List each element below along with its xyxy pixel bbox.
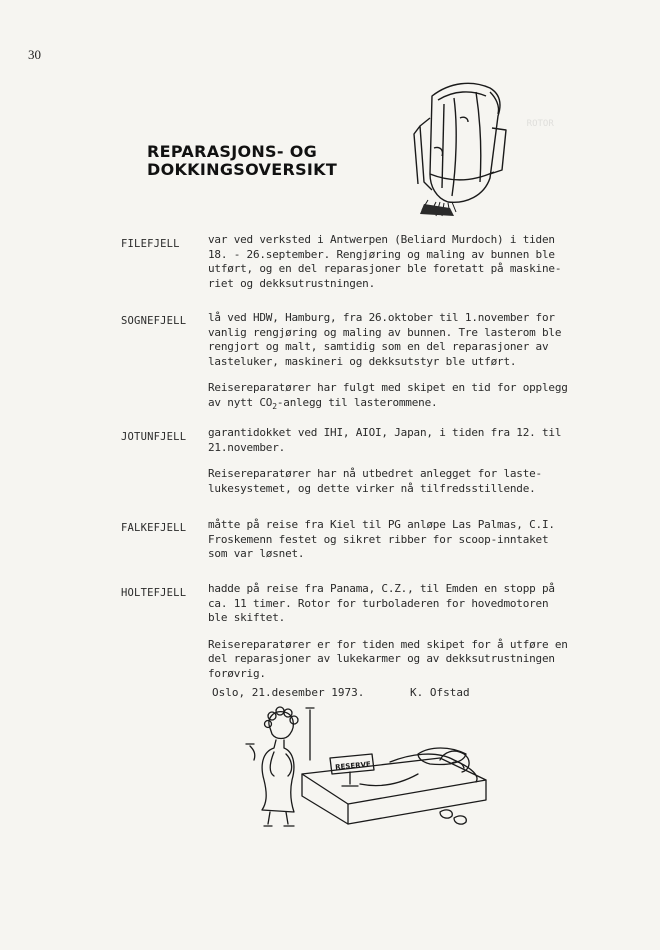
- entry-paragraph: hadde på reise fra Panama, C.Z., til Emden en stopp på ca. 11 timer. Rotor for turboladeren for hovedmotoren ble skiftet.: [208, 582, 555, 624]
- bedroom-cartoon-icon: [240, 700, 490, 840]
- reserve-sign-text: RESERVE: [334, 760, 372, 772]
- ship-name: JOTUNFJELL: [121, 431, 187, 443]
- ship-name: HOLTEFJELL: [121, 587, 187, 599]
- ship-name: SOGNEFJELL: [121, 315, 187, 327]
- entry-paragraph-part: -anlegg til lasterommene.: [276, 395, 438, 409]
- entry-paragraph: [208, 381, 588, 414]
- co2-subscript: 2: [272, 401, 277, 411]
- entry-text: [208, 426, 588, 508]
- entry-paragraph-part: Reisereparatører har fulgt med skipet en tid for opplegg av nytt CO: [208, 381, 568, 409]
- entry-paragraph: garantidokket ved IHI, AIOI, Japan, i tiden fra 12. til 21.november.: [208, 426, 562, 454]
- signature-place-date: Oslo, 21.desember 1973.: [212, 686, 365, 699]
- entry-text: [208, 582, 588, 693]
- page-title-line-2: DOKKINGSOVERSIKT: [147, 160, 338, 179]
- ship-name: FILEFJELL: [121, 238, 180, 250]
- page-title-line-1: REPARASJONS- OG: [147, 142, 318, 161]
- entry-paragraph: Reisereparatører er for tiden med skipet for å utføre en del reparasjoner av lukekarmer og av dekksutrustningen forøvrig.: [208, 637, 568, 680]
- ship-bow-cartoon-icon: [410, 78, 515, 218]
- ship-name: FALKEFJELL: [121, 522, 187, 534]
- entry-paragraph: var ved verksted i Antwerpen (Beliard Murdoch) i tiden 18. - 26.september. Rengjøring og maling av bunnen ble utført, og en del reparasjoner ble foretatt på maskine- riet og dekksutrustningen.: [208, 233, 562, 290]
- signature-name: K. Ofstad: [410, 686, 470, 699]
- show-through-text: ROTOR: [505, 119, 554, 129]
- entry-text: [208, 311, 588, 426]
- entry-paragraph: Reisereparatører har nå utbedret anlegget for laste- lukesystemet, og dette virker nå tilfredsstillende.: [208, 467, 542, 495]
- entry-paragraph: måtte på reise fra Kiel til PG anløpe Las Palmas, C.I. Froskemenn festet og sikret ribber for scoop-inntaket som var løsnet.: [208, 518, 555, 560]
- entry-text: [208, 233, 588, 303]
- entry-paragraph: lå ved HDW, Hamburg, fra 26.oktober til 1.november for vanlig rengjøring og maling av bunnen. Tre lasterom ble rengjort og malt, samtidig som en del reparasjoner av lasteluker, maskineri og dekksutstyr ble utført.: [208, 311, 562, 368]
- entry-text: [208, 518, 588, 574]
- page-title: [147, 143, 337, 179]
- page-number: 30: [28, 47, 41, 62]
